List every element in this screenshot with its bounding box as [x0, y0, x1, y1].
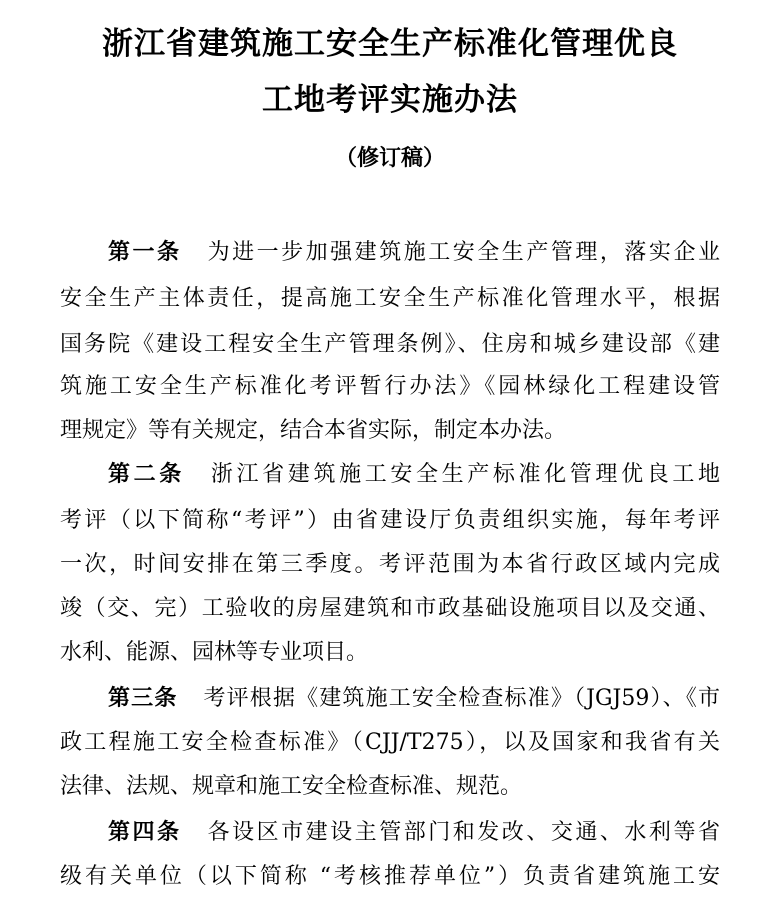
article-4-line-2: 级有关单位（以下简称 “考核推荐单位”）负责省建筑施工安 — [60, 864, 720, 889]
article-1-line-3: 国务院《建设工程安全生产管理条例》、住房和城乡建设部《建 — [60, 332, 720, 357]
article-2-label: 第二条 — [108, 462, 185, 487]
article-2-line-5: 水利、能源、园林等专业项目。 — [60, 640, 369, 665]
article-1-line-4: 筑施工安全生产标准化考评暂行办法》《园林绿化工程建设管 — [60, 374, 720, 399]
document-subtitle: （修订稿） — [334, 145, 445, 171]
article-3-line-2: 政工程施工安全检查标准》（CJJ/T275），以及国家和我省有关 — [60, 730, 720, 755]
article-1-line-1: 第一条 为进一步加强建筑施工安全生产管理，落实企业 — [108, 240, 720, 265]
article-2-line-4: 竣（交、完）工验收的房屋建筑和市政基础设施项目以及交通、 — [60, 596, 720, 621]
article-3-label: 第三条 — [108, 686, 178, 711]
article-4-label: 第四条 — [108, 820, 182, 845]
article-2-line-1: 第二条 浙江省建筑施工安全生产标准化管理优良工地 — [108, 462, 720, 487]
article-3-line-1: 第三条 考评根据《建筑施工安全检查标准》（JGJ59）、《市 — [108, 686, 720, 711]
article-1-line-2: 安全生产主体责任，提高施工安全生产标准化管理水平，根据 — [60, 286, 720, 311]
article-2-line-3: 一次，时间安排在第三季度。考评范围为本省行政区域内完成 — [60, 552, 720, 577]
article-3-line-3: 法律、法规、规章和施工安全检查标准、规范。 — [60, 774, 523, 799]
article-1-label: 第一条 — [108, 240, 182, 265]
document-title-line-2: 工地考评实施办法 — [262, 82, 518, 118]
article-2-line-2: 考评（以下简称“考评”）由省建设厅负责组织实施，每年考评 — [60, 508, 720, 533]
article-1-line-5: 理规定》等有关规定，结合本省实际，制定本办法。 — [60, 418, 567, 443]
article-4-line-1: 第四条 各设区市建设主管部门和发改、交通、水利等省 — [108, 820, 720, 845]
document-title-line-1: 浙江省建筑施工安全生产标准化管理优良 — [102, 26, 678, 62]
